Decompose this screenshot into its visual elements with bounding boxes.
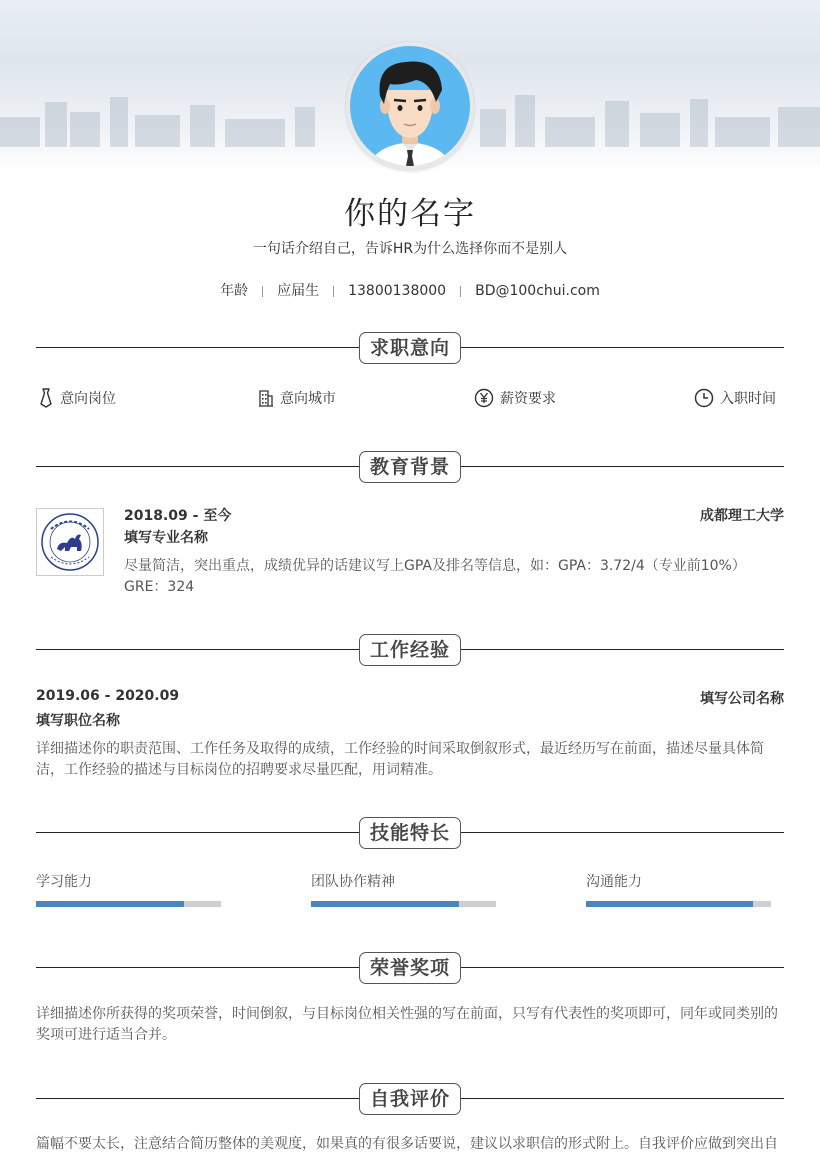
work-company: 填写公司名称 bbox=[700, 691, 784, 707]
intent-salary-label: 薪资要求 bbox=[500, 391, 556, 407]
section-header-education bbox=[36, 451, 784, 483]
section-header-honors bbox=[36, 952, 784, 984]
skill-bar-fill bbox=[36, 901, 184, 907]
skill-bar bbox=[36, 901, 221, 907]
skill-bar bbox=[311, 901, 496, 907]
work-position: 填写职位名称 bbox=[36, 713, 120, 729]
building-icon bbox=[258, 389, 274, 407]
tie-icon bbox=[38, 388, 54, 408]
work-period: 2019.06 - 2020.09 bbox=[36, 688, 180, 704]
avatar-illustration bbox=[350, 46, 470, 166]
intent-city bbox=[258, 388, 336, 410]
skill-bar bbox=[586, 901, 771, 907]
clock-icon bbox=[694, 388, 714, 408]
age-label: 年龄 bbox=[220, 283, 249, 299]
intent-position-label: 意向岗位 bbox=[60, 391, 116, 407]
phone-number: 13800138000 bbox=[348, 283, 447, 299]
section-title: 自我评价 bbox=[359, 1083, 461, 1115]
section-header-intent bbox=[36, 332, 784, 364]
intent-start-time-label: 入职时间 bbox=[720, 391, 776, 407]
section-header-skills bbox=[36, 817, 784, 849]
education-description: 尽量简洁，突出重点，成绩优异的话建议写上GPA及排名等信息，如：GPA：3.72/4（专业前10%） GRE：324 bbox=[124, 558, 746, 595]
section-title: 工作经验 bbox=[359, 634, 461, 666]
section-title: 荣誉奖项 bbox=[359, 952, 461, 984]
intent-start-time bbox=[694, 388, 776, 410]
education-major: 填写专业名称 bbox=[124, 530, 208, 546]
honors-description: 详细描述你所获得的奖项荣誉，时间倒叙，与目标岗位相关性强的写在前面，只写有代表性的奖项即可，同年或同类别的奖项可进行适当合并。 bbox=[36, 1006, 778, 1043]
school-logo bbox=[36, 508, 104, 576]
self-eval-description: 篇幅不要太长，注意结合简历整体的美观度，如果真的有很多话要说，建议以求职信的形式附上。自我评价应做到突出自 bbox=[36, 1136, 778, 1152]
school-logo-emblem bbox=[37, 509, 103, 575]
self-intro: 一句话介绍自己，告诉HR为什么选择你而不是别人 bbox=[252, 241, 568, 257]
skill-name: 团队协作精神 bbox=[311, 874, 395, 890]
email-address: BD@100chui.com bbox=[475, 283, 600, 299]
avatar bbox=[346, 42, 474, 170]
candidate-name: 你的名字 bbox=[344, 196, 476, 232]
section-header-work bbox=[36, 634, 784, 666]
education-period: 2018.09 - 至今 bbox=[124, 508, 232, 524]
yen-icon bbox=[474, 388, 494, 408]
section-header-self-eval bbox=[36, 1083, 784, 1115]
intent-salary bbox=[474, 388, 556, 410]
intent-city-label: 意向城市 bbox=[280, 391, 336, 407]
status-label: 应届生 bbox=[277, 283, 320, 299]
education-school: 成都理工大学 bbox=[700, 508, 784, 524]
section-title: 技能特长 bbox=[359, 817, 461, 849]
contact-info bbox=[0, 280, 820, 300]
skill-name: 学习能力 bbox=[36, 874, 92, 890]
section-title: 求职意向 bbox=[359, 332, 461, 364]
section-title: 教育背景 bbox=[359, 451, 461, 483]
skill-name: 沟通能力 bbox=[586, 874, 642, 890]
intent-position bbox=[38, 388, 116, 410]
skill-bar-fill bbox=[586, 901, 753, 907]
work-description: 详细描述你的职责范围、工作任务及取得的成绩，工作经验的时间采取倒叙形式，最近经历写在前面，描述尽量具体简洁，工作经验的描述与目标岗位的招聘要求尽量匹配，用词精准。 bbox=[36, 741, 764, 778]
skill-bar-fill bbox=[311, 901, 459, 907]
